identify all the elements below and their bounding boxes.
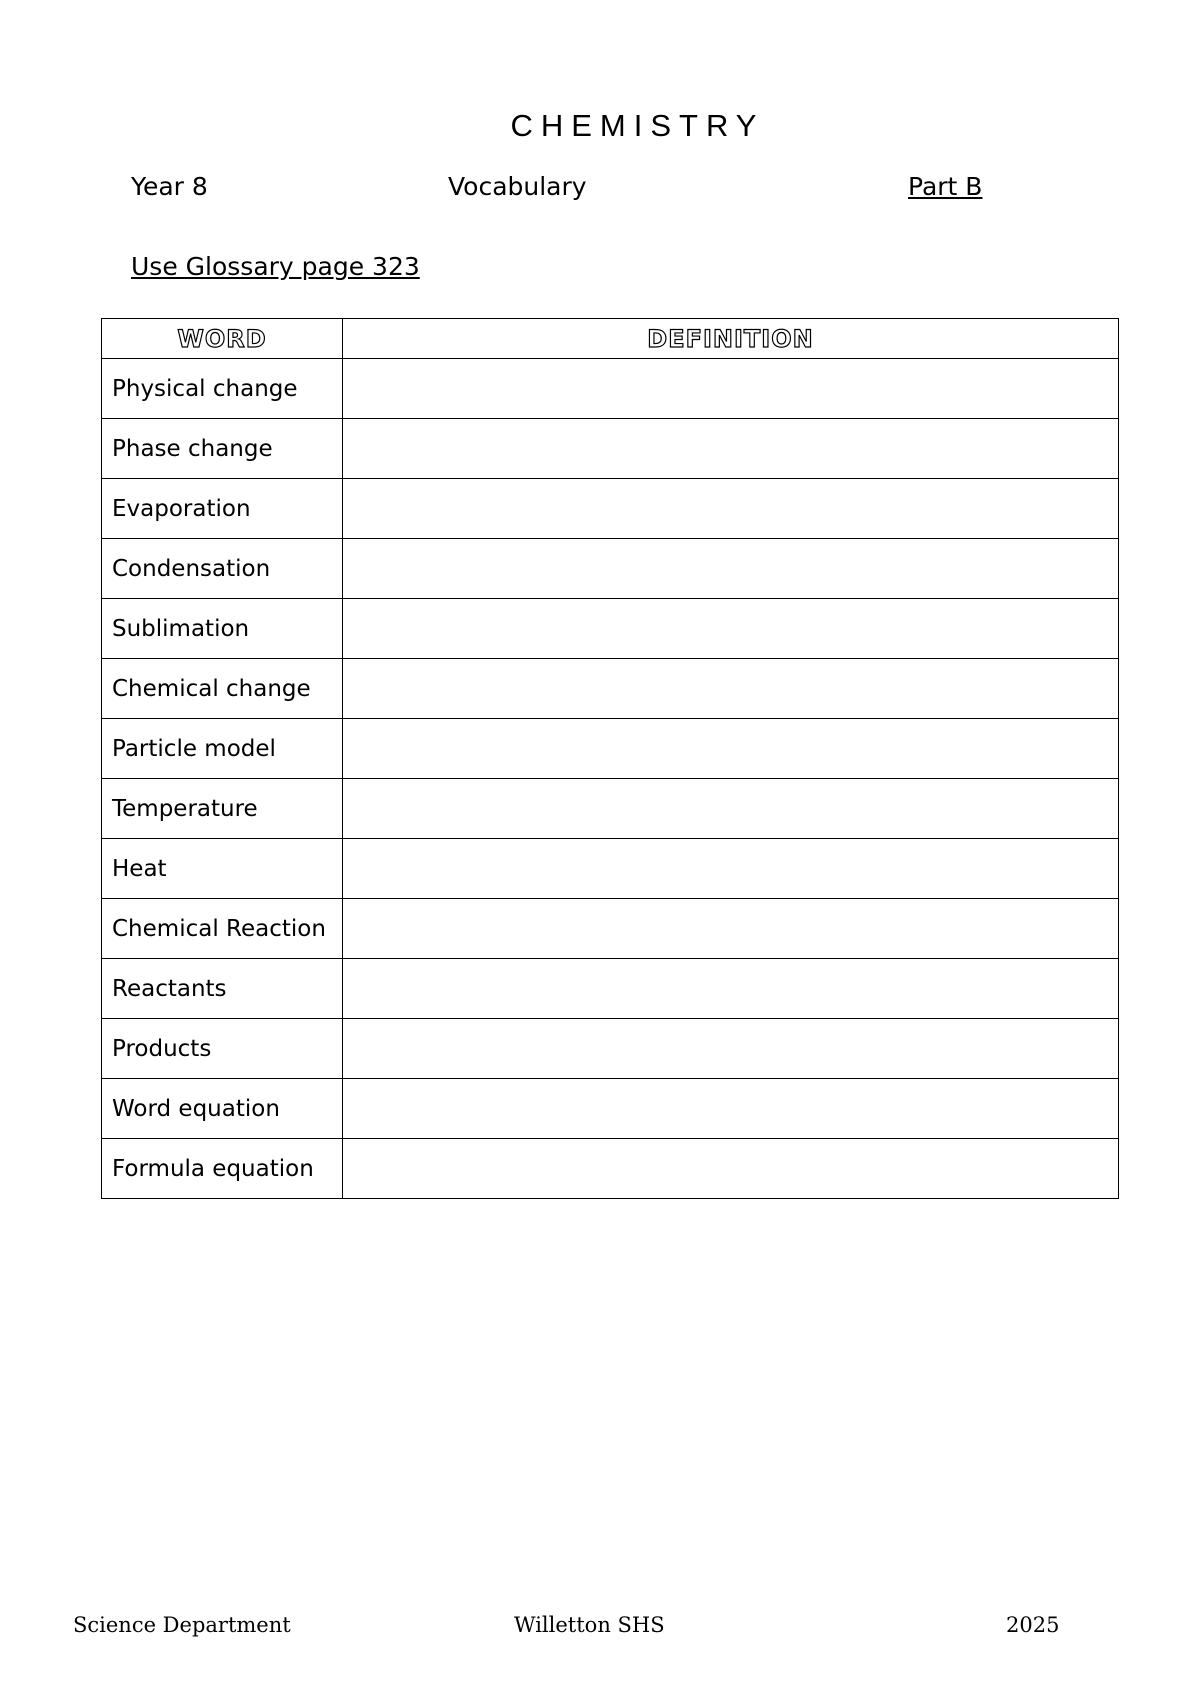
year-level: Year 8 (131, 172, 208, 201)
table-row (102, 779, 1119, 839)
word-cell: Formula equation (102, 1139, 343, 1199)
table-row (102, 899, 1119, 959)
definition-cell[interactable] (343, 599, 1119, 659)
table-row (102, 1139, 1119, 1199)
table-header-row (102, 319, 1119, 359)
word-cell: Physical change (102, 359, 343, 419)
definition-cell[interactable] (343, 419, 1119, 479)
word-cell: Sublimation (102, 599, 343, 659)
table-row (102, 539, 1119, 599)
table-row (102, 839, 1119, 899)
table-row (102, 479, 1119, 539)
definition-cell[interactable] (343, 539, 1119, 599)
word-cell: Phase change (102, 419, 343, 479)
table-row (102, 659, 1119, 719)
word-cell: Products (102, 1019, 343, 1079)
worksheet-topic: Vocabulary (448, 172, 587, 201)
table-row (102, 599, 1119, 659)
glossary-reference: Use Glossary page 323 (131, 252, 420, 281)
table-row (102, 719, 1119, 779)
definition-cell[interactable] (343, 1019, 1119, 1079)
footer-year: 2025 (1006, 1613, 1060, 1637)
definition-cell[interactable] (343, 1079, 1119, 1139)
word-cell: Chemical change (102, 659, 343, 719)
definition-cell[interactable] (343, 899, 1119, 959)
word-cell: Chemical Reaction (102, 899, 343, 959)
word-cell: Word equation (102, 1079, 343, 1139)
definition-cell[interactable] (343, 479, 1119, 539)
definition-cell[interactable] (343, 959, 1119, 1019)
word-cell: Condensation (102, 539, 343, 599)
footer-department: Science Department (73, 1613, 291, 1637)
page-title: CHEMISTRY (510, 108, 765, 143)
table-row (102, 1019, 1119, 1079)
column-header-word: WORD (102, 319, 343, 359)
vocabulary-table (101, 318, 1119, 1199)
footer-school: Willetton SHS (514, 1613, 665, 1637)
table-row (102, 419, 1119, 479)
word-cell: Temperature (102, 779, 343, 839)
definition-cell[interactable] (343, 659, 1119, 719)
word-cell: Heat (102, 839, 343, 899)
table-row (102, 959, 1119, 1019)
table-row (102, 1079, 1119, 1139)
table-row (102, 359, 1119, 419)
definition-cell[interactable] (343, 1139, 1119, 1199)
column-header-definition: DEFINITION (343, 319, 1119, 359)
word-cell: Particle model (102, 719, 343, 779)
definition-cell[interactable] (343, 359, 1119, 419)
definition-cell[interactable] (343, 779, 1119, 839)
word-cell: Reactants (102, 959, 343, 1019)
definition-cell[interactable] (343, 719, 1119, 779)
worksheet-part: Part B (908, 172, 983, 201)
word-cell: Evaporation (102, 479, 343, 539)
definition-cell[interactable] (343, 839, 1119, 899)
